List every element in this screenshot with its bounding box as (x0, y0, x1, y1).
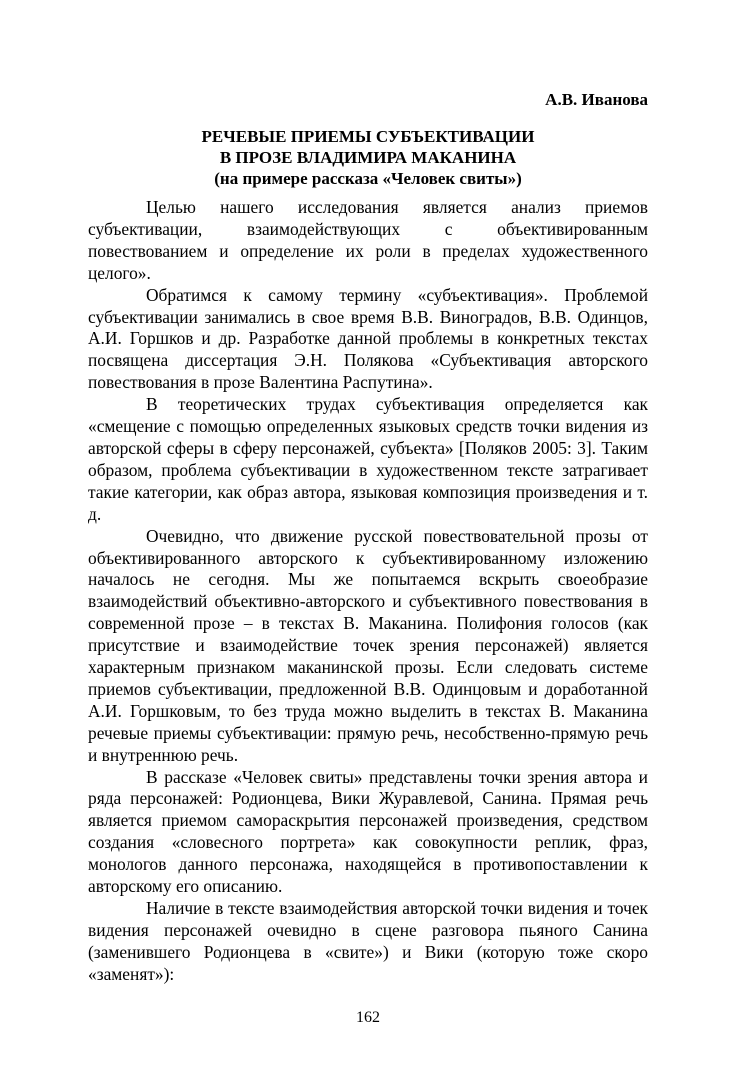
document-page (88, 0, 648, 1080)
page-number: 162 (356, 1009, 380, 1026)
paragraph: В теоретических трудах субъективация определяется как «смещение с помощью определенных языковых средств точки видения из авторской сферы в сферу персонажей, субъекта» [Поляков 2005: 3]. Таким образом, проблема субъективации в художественном тексте затрагивает такие категории, как образ автора, языковая композиция произведения и т. д. (88, 394, 648, 524)
author-name: А.В. Иванова (545, 90, 648, 109)
paragraph: Наличие в тексте взаимодействия авторской точки видения и точек видения персонажей очевидно в сцене разговора пьяного Санина (заменившего Родионцева в «свите») и Вики (которую тоже скоро «заменят»): (88, 898, 648, 984)
title-line-1: РЕЧЕВЫЕ ПРИЕМЫ СУБЪЕКТИВАЦИИ (201, 127, 535, 146)
paragraph: В рассказе «Человек свиты» представлены точки зрения автора и ряда персонажей: Родионцева, Вики Журавлевой, Санина. Прямая речь является приемом самораскрытия персонажей произведения, средством создания «словесного портрета» как совокупности реплик, фраз, монологов данного персонажа, находящейся в противопоставлении к авторскому его описанию. (88, 766, 648, 897)
paragraph: Целью нашего исследования является анализ приемов субъективации, взаимодействующих с объективированным повествованием и определение их роли в пределах художественного целого». (88, 197, 648, 283)
article-body (88, 197, 648, 986)
article-title (88, 126, 648, 189)
title-subtitle: (на примере рассказа «Человек свиты») (214, 169, 522, 188)
title-line-2: В ПРОЗЕ ВЛАДИМИРА МАКАНИНА (219, 148, 517, 167)
paragraph: Обратимся к самому термину «субъективация». Проблемой субъективации занимались в свое время В.В. Виноградов, В.В. Одинцов, А.И. Горшков и др. Разработке данной проблемы в конкретных текстах посвящена диссертация Э.Н. Полякова «Субъективация авторского повествования в прозе Валентина Распутина». (88, 284, 648, 393)
paragraph: Очевидно, что движение русской повествовательной прозы от объективированного авторского к субъективированному изложению началось не сегодня. Мы же попытаемся вскрыть своеобразие взаимодействий объективно-авторского и субъективного повествования в современной прозе – в текстах В. Маканина. Полифония голосов (как присутствие и взаимодействие точек зрения персонажей) является характерным признаком маканинской прозы. Если следовать системе приемов субъективации, предложенной В.В. Одинцовым и доработанной А.И. Горшковым, то без труда можно выделить в текстах В. Маканина речевые приемы субъективации: прямую речь, несобственно-прямую речь и внутреннюю речь. (88, 525, 648, 765)
